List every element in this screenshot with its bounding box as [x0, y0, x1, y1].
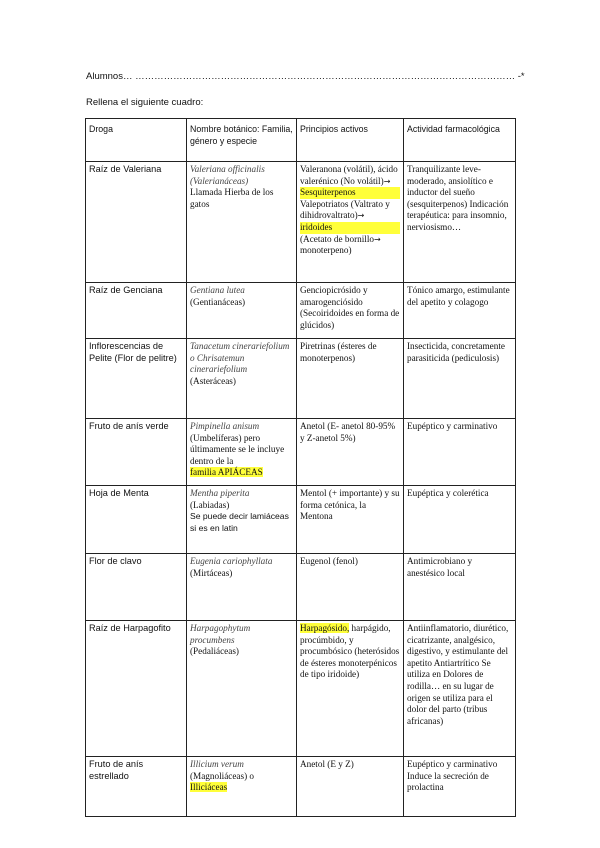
- drug-table: [85, 118, 516, 817]
- principles-cell: Anetol (E- anetol 80-95% y Z-anetol 5%): [297, 419, 404, 486]
- drug-cell: Hoja de Menta: [86, 486, 187, 554]
- latin-name: Mentha piperita: [190, 488, 250, 498]
- family-name: (Gentianáceas): [190, 296, 246, 307]
- students-line: Alumnos… ………………………………………………………………………………………………………… -*: [86, 71, 525, 82]
- latin-name: Valeriana officinalis: [190, 164, 265, 174]
- principles-cell: Piretrinas (ésteres de monoterpenos): [297, 339, 404, 419]
- principles-cell: [297, 162, 404, 283]
- arrow-right-icon: →: [357, 211, 365, 221]
- drug-cell: Fruto de anís estrellado: [86, 757, 187, 817]
- botanical-cell: [187, 621, 297, 757]
- botanical-cell: [187, 162, 297, 283]
- botanical-cell: [187, 486, 297, 554]
- principles-cell: Eugenol (fenol): [297, 554, 404, 621]
- highlighted-term: familia APIÁCEAS: [190, 467, 263, 478]
- table-row: [86, 283, 516, 339]
- table-row: [86, 419, 516, 486]
- activity-cell: Eupéptico y carminativo Induce la secreción de prolactina: [404, 757, 516, 817]
- column-header-botanical: Nombre botánico: Familia, género y especie: [187, 119, 297, 162]
- latin-name: Pimpinella anisum: [190, 421, 260, 431]
- activity-cell: Tranquilizante leve-moderado, ansiolítico e inductor del sueño (sesquiterpenos) Indicación terapéutica: para insomnio, nerviosismo…: [404, 162, 516, 283]
- highlighted-term: Illiciáceas: [190, 782, 228, 793]
- family-name: (Magnoliáceas) o: [190, 770, 255, 781]
- botanical-cell: [187, 419, 297, 486]
- activity-cell: Antiinflamatorio, diurético, cicatrizante, analgésico, digestivo, y estimulante del apetito Antiartrítico Se utiliza en Dolores de rodilla… en su lugar de origen se utiliza para el dolor del parto (tribus africanas): [404, 621, 516, 757]
- column-header-activity: Actividad farmacológica: [404, 119, 516, 162]
- botanical-cell: [187, 757, 297, 817]
- latin-name: Illicium verum: [190, 759, 244, 769]
- family-name: (Mirtáceas): [190, 567, 233, 578]
- drug-cell: Raíz de Valeriana: [86, 162, 187, 283]
- latin-name: Tanacetum cinerariefolium o Chrisatemun cinerariefolium: [190, 341, 290, 375]
- activity-cell: Eupéptico y carminativo: [404, 419, 516, 486]
- family-name: (Pedaliáceas): [190, 646, 239, 657]
- instruction-text: Rellena el siguiente cuadro:: [86, 97, 204, 108]
- table-header-row: [86, 119, 516, 162]
- activity-cell: Tónico amargo, estimulante del apetito y colagogo: [404, 283, 516, 339]
- arrow-right-icon: →: [374, 234, 381, 244]
- column-header-drug: Droga: [86, 119, 187, 162]
- principles-text: Valeranona (volátil), ácido valerénico (No volátil): [300, 164, 398, 186]
- drug-cell: Inflorescencias de Pelite (Flor de pelitre): [86, 339, 187, 419]
- principles-text: Valepotriatos (Valtrato y dihidrovaltrato): [300, 198, 390, 221]
- principles-cell: Anetol (E y Z): [297, 757, 404, 817]
- principles-text: harpágido, procúmbido, y procumbósico (heterósidos de ésteres monoterpénicos de tipo iridoide): [300, 623, 400, 680]
- family-name: (Valerianáceas): [190, 175, 249, 186]
- family-name: (Umbelíferas) pero últimamente se le incluye dentro de la: [190, 432, 285, 466]
- latin-name: Gentiana lutea: [190, 285, 245, 295]
- activity-cell: Eupéptica y colerética: [404, 486, 516, 554]
- latin-name: Eugenia cariophyllata: [190, 556, 273, 566]
- drug-cell: Raíz de Genciana: [86, 283, 187, 339]
- table-row: [86, 621, 516, 757]
- botanical-cell: [187, 339, 297, 419]
- botanical-cell: [187, 554, 297, 621]
- latin-name: Harpagophytum procumbens: [190, 623, 251, 645]
- table-row: [86, 339, 516, 419]
- highlighted-term: iridoides: [300, 222, 400, 234]
- principles-cell: Mentol (+ importante) y su forma cetónica, la Mentona: [297, 486, 404, 554]
- botanical-cell: [187, 283, 297, 339]
- activity-cell: Antimicrobiano y anestésico local: [404, 554, 516, 621]
- principles-text: monoterpeno): [300, 245, 352, 256]
- table-row: [86, 757, 516, 817]
- handwritten-note: Se puede decir lamiáceas si es en latin: [190, 511, 289, 533]
- family-name: (Labiadas): [190, 499, 230, 510]
- highlighted-term: Harpagósido,: [300, 623, 350, 633]
- column-header-principles: Principios activos: [297, 119, 404, 162]
- principles-text: (Acetato de bornillo: [300, 233, 374, 244]
- arrow-right-icon: →: [383, 176, 391, 186]
- highlighted-term: Sesquiterpenos: [300, 187, 400, 199]
- table-row: [86, 162, 516, 283]
- table-row: [86, 554, 516, 621]
- activity-cell: Insecticida, concretamente parasiticida (pediculosis): [404, 339, 516, 419]
- principles-cell: [297, 621, 404, 757]
- principles-cell: Genciopicrósido y amarogenciósido (Secoiridoides en forma de glúcidos): [297, 283, 404, 339]
- drug-cell: Flor de clavo: [86, 554, 187, 621]
- drug-cell: Raíz de Harpagofito: [86, 621, 187, 757]
- table-row: [86, 486, 516, 554]
- family-name: (Asteráceas): [190, 375, 236, 386]
- drug-cell: Fruto de anís verde: [86, 419, 187, 486]
- common-name: Llamada Hierba de los gatos: [190, 187, 274, 209]
